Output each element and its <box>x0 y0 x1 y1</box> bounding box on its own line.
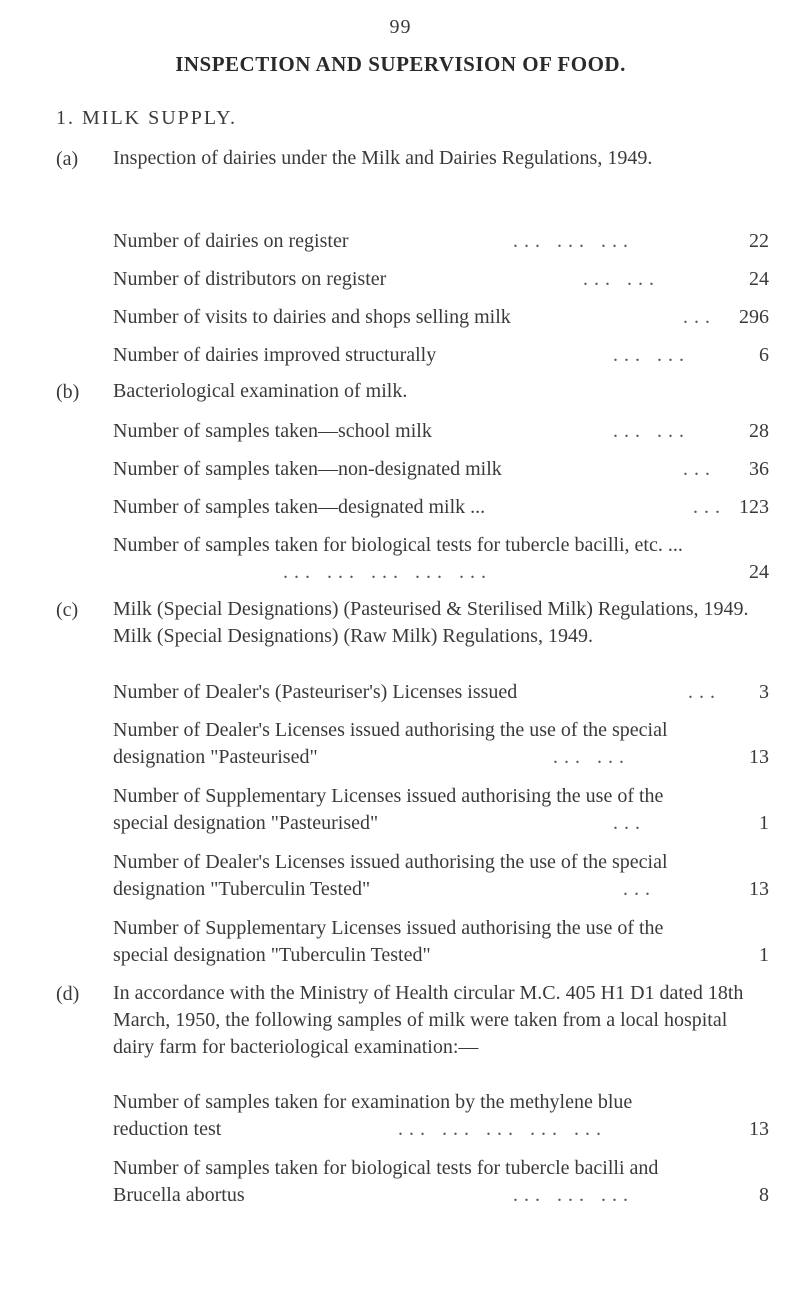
item-label: Number of Supplementary Licenses issued authorising the use of the special designation "Tuberculin Tested" <box>113 917 664 966</box>
item-row <box>113 1155 769 1209</box>
item-value: 3 <box>759 681 769 703</box>
item-row <box>113 456 769 483</box>
subsection-b-label: (b) <box>56 381 80 403</box>
item-row <box>113 304 769 331</box>
item-label: Number of samples taken—school milk <box>113 420 432 442</box>
item-label: Number of distributors on register <box>113 268 387 290</box>
leader-dots: ... ... <box>583 268 660 290</box>
item-row <box>113 717 769 771</box>
leader-dots: ... ... ... <box>513 230 634 252</box>
section-name: MILK SUPPLY. <box>82 107 237 129</box>
item-value: 13 <box>749 746 769 768</box>
section-number: 1. <box>56 107 75 129</box>
item-label: Number of Dealer's (Pasteuriser's) Licenses issued <box>113 681 518 703</box>
item-value: 6 <box>759 344 769 366</box>
section-title <box>56 107 237 130</box>
subsection-d-heading: In accordance with the Ministry of Health circular M.C. 405 H1 D1 dated 18th March, 1950, the following samples of milk were taken from a local hospital dairy farm for bacteriological examination:— <box>113 982 744 1058</box>
item-label: Number of samples taken for biological tests for tubercle bacilli, etc. ... <box>113 534 683 556</box>
item-row <box>113 228 769 255</box>
leader-dots: ... <box>683 458 716 480</box>
item-row <box>113 266 769 293</box>
item-value: 1 <box>759 812 769 834</box>
leader-dots: ... <box>613 812 646 834</box>
leader-dots: ... ... <box>553 746 630 768</box>
subsection-a-label: (a) <box>56 148 79 170</box>
leader-dots: ... <box>623 878 656 900</box>
item-label: Number of dairies improved structurally <box>113 344 437 366</box>
item-label: Number of samples taken for examination by the methylene blue reduction test <box>113 1091 633 1140</box>
item-row <box>113 915 769 969</box>
item-label: Number of Dealer's Licenses issued authorising the use of the special designation "Tuberculin Tested" <box>113 851 668 900</box>
leader-dots: ... <box>693 496 726 518</box>
item-label: Number of dairies on register <box>113 230 349 252</box>
item-value: 22 <box>749 230 769 252</box>
page-number: 99 <box>389 16 412 38</box>
item-label: Number of samples taken—non-designated milk <box>113 458 502 480</box>
item-row <box>113 783 769 837</box>
leader-dots: ... ... ... <box>513 1184 634 1206</box>
item-value: 296 <box>739 306 769 328</box>
item-value: 28 <box>749 420 769 442</box>
item-row <box>113 1089 769 1143</box>
leader-dots: ... ... <box>613 420 690 442</box>
subsection-b-heading: Bacteriological examination of milk. <box>113 380 408 402</box>
item-value: 24 <box>749 268 769 290</box>
subsection-c-heading: Milk (Special Designations) (Pasteurised & Sterilised Milk) Regulations, 1949. Milk (Special Designations) (Raw Milk) Regulations, 1949. <box>113 598 749 647</box>
item-label: Number of Dealer's Licenses issued authorising the use of the special designation "Pasteurised" <box>113 719 668 768</box>
leader-dots: ... ... ... ... ... <box>398 1118 607 1140</box>
subsection-c-label: (c) <box>56 599 79 621</box>
subsection-d-label: (d) <box>56 983 80 1005</box>
item-row <box>113 418 769 445</box>
item-row <box>113 342 769 369</box>
item-value: 24 <box>749 561 769 583</box>
leader-dots: ... ... <box>613 344 690 366</box>
item-label: Number of samples taken—designated milk ... <box>113 496 486 518</box>
item-row <box>113 532 769 586</box>
item-value: 13 <box>749 1118 769 1140</box>
item-row <box>113 849 769 903</box>
leader-dots: ... ... ... ... ... <box>283 561 492 583</box>
item-label: Number of Supplementary Licenses issued authorising the use of the special designation "Pasteurised" <box>113 785 664 834</box>
item-value: 1 <box>759 944 769 966</box>
item-value: 123 <box>739 496 769 518</box>
item-value: 8 <box>759 1184 769 1206</box>
leader-dots: ... <box>683 306 716 328</box>
item-value: 36 <box>749 458 769 480</box>
item-label: Number of samples taken for biological tests for tubercle bacilli and Brucella abortus <box>113 1157 659 1206</box>
subsection-a-heading: Inspection of dairies under the Milk and Dairies Regulations, 1949. <box>113 147 653 169</box>
item-label: Number of visits to dairies and shops selling milk <box>113 306 511 328</box>
page-heading: INSPECTION AND SUPERVISION OF FOOD. <box>175 52 626 76</box>
leader-dots: ... <box>688 681 721 703</box>
item-row <box>113 679 769 706</box>
item-row <box>113 494 769 521</box>
item-value: 13 <box>749 878 769 900</box>
